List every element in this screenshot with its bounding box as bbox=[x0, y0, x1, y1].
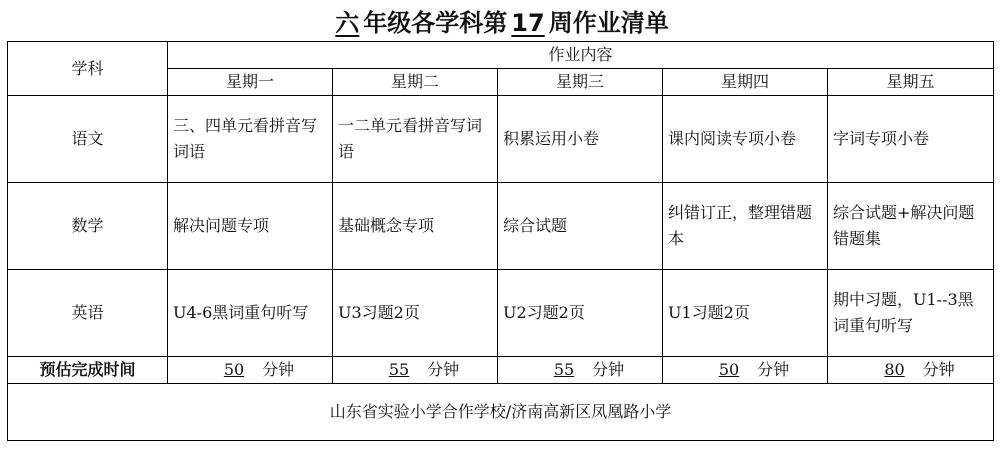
minutes-value: 50 bbox=[223, 360, 245, 379]
homework-cell: 一二单元看拼音写词语 bbox=[333, 96, 498, 183]
homework-cell: U2习题2页 bbox=[498, 270, 663, 357]
time-cell bbox=[663, 357, 828, 384]
minutes-unit: 分钟 bbox=[592, 360, 625, 379]
homework-cell: 积累运用小卷 bbox=[498, 96, 663, 183]
minutes-value: 80 bbox=[884, 360, 905, 379]
minutes-unit: 分钟 bbox=[757, 360, 790, 379]
day-header: 星期五 bbox=[828, 69, 994, 96]
time-cell bbox=[498, 357, 663, 384]
homework-cell: 解决问题专项 bbox=[168, 183, 333, 270]
homework-cell: U4-6黑词重句听写 bbox=[168, 270, 333, 357]
homework-table bbox=[7, 41, 994, 441]
content-header: 作业内容 bbox=[168, 42, 994, 69]
title-grade: 六 bbox=[335, 9, 360, 37]
subject-cell: 语文 bbox=[8, 96, 168, 183]
homework-cell: 综合试题+解决问题错题集 bbox=[828, 183, 994, 270]
minutes-unit: 分钟 bbox=[922, 360, 955, 379]
day-header: 星期二 bbox=[333, 69, 498, 96]
homework-cell: 期中习题，U1--3黑词重句听写 bbox=[828, 270, 994, 357]
homework-cell: U1习题2页 bbox=[663, 270, 828, 357]
homework-cell: U3习题2页 bbox=[333, 270, 498, 357]
homework-cell: 课内阅读专项小卷 bbox=[663, 96, 828, 183]
homework-cell: 基础概念专项 bbox=[333, 183, 498, 270]
school-footer: 山东省实验小学合作学校/济南高新区凤凰路小学 bbox=[8, 384, 994, 441]
time-cell bbox=[168, 357, 333, 384]
title-suffix: 周作业清单 bbox=[548, 9, 669, 37]
page-title bbox=[0, 6, 1000, 40]
homework-cell: 纠错订正，整理错题本 bbox=[663, 183, 828, 270]
day-header: 星期一 bbox=[168, 69, 333, 96]
homework-cell: 字词专项小卷 bbox=[828, 96, 994, 183]
table-row bbox=[8, 270, 994, 357]
subject-header: 学科 bbox=[8, 42, 168, 96]
minutes-unit: 分钟 bbox=[262, 360, 295, 379]
homework-cell: 三、四单元看拼音写词语 bbox=[168, 96, 333, 183]
minutes-value: 50 bbox=[718, 360, 740, 379]
title-week: 17 bbox=[511, 9, 545, 37]
subject-cell: 英语 bbox=[8, 270, 168, 357]
title-prefix: 年级各学科第 bbox=[363, 9, 508, 37]
table-row bbox=[8, 183, 994, 270]
time-cell bbox=[828, 357, 994, 384]
time-label: 预估完成时间 bbox=[8, 357, 168, 384]
subject-cell: 数学 bbox=[8, 183, 168, 270]
minutes-unit: 分钟 bbox=[427, 360, 460, 379]
table-row bbox=[8, 96, 994, 183]
minutes-value: 55 bbox=[553, 360, 575, 379]
time-cell bbox=[333, 357, 498, 384]
time-row bbox=[8, 357, 994, 384]
homework-cell: 综合试题 bbox=[498, 183, 663, 270]
minutes-value: 55 bbox=[388, 360, 410, 379]
day-header: 星期三 bbox=[498, 69, 663, 96]
day-header: 星期四 bbox=[663, 69, 828, 96]
